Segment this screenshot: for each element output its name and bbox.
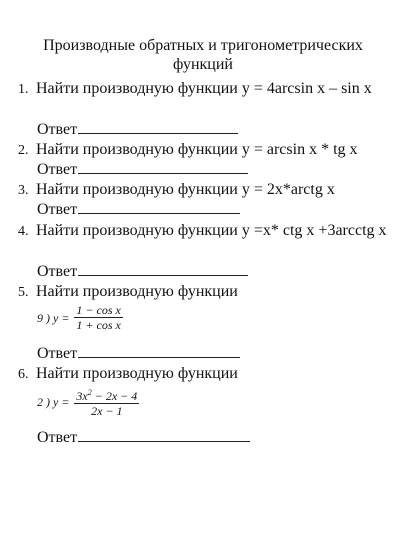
answer-blank: [78, 343, 240, 358]
task-1: [18, 79, 390, 99]
answer-blank: [78, 199, 240, 214]
answer-line-4: [37, 261, 248, 281]
formula-5: [37, 303, 123, 333]
answer-label: Ответ: [37, 263, 78, 280]
task-number: 1.: [18, 82, 29, 97]
fraction-denominator: 1 + cos x: [76, 318, 121, 332]
answer-label: Ответ: [37, 121, 78, 138]
page-title: Производные обратных и тригонометрических функций: [43, 37, 363, 73]
task-number: 2.: [18, 143, 29, 158]
answer-line-6: [37, 427, 250, 447]
fraction-numerator: [74, 386, 139, 404]
answer-label: Ответ: [37, 345, 78, 362]
answer-line-3: [37, 199, 240, 219]
answer-line-1: [37, 119, 238, 139]
task-4: [18, 221, 390, 241]
answer-blank: [78, 159, 248, 174]
fraction: [74, 303, 122, 333]
task-number: 3.: [18, 183, 29, 198]
answer-line-2: [37, 159, 248, 179]
fraction: [74, 386, 139, 419]
task-2: [18, 140, 390, 160]
answer-label: Ответ: [37, 429, 78, 446]
task-text: Найти производную функции: [36, 365, 238, 382]
task-text: Найти производную функции у = 2x*arctg x: [36, 181, 335, 198]
formula-lhs: 9 ) y =: [37, 310, 70, 325]
answer-blank: [78, 119, 238, 134]
task-text: Найти производную функции у =x* ctg x +3arcctg x: [36, 222, 387, 239]
answer-line-5: [37, 343, 240, 363]
task-text: Найти производную функции: [36, 283, 238, 300]
answer-blank: [78, 261, 248, 276]
task-text: Найти производную функции у = 4arcsin x – sin x: [36, 80, 372, 97]
task-number: 6.: [18, 367, 29, 382]
task-6: [18, 364, 390, 384]
exponent: 2: [87, 388, 92, 397]
fraction-numerator: 1 − cos x: [76, 303, 121, 317]
answer-label: Ответ: [37, 201, 78, 218]
answer-label: Ответ: [37, 161, 78, 178]
formula-lhs: 2 ) y =: [37, 395, 70, 409]
task-5: [18, 282, 390, 302]
task-number: 4.: [18, 224, 29, 239]
answer-blank: [78, 427, 250, 442]
task-3: [18, 180, 390, 200]
task-number: 5.: [18, 285, 29, 300]
task-text: Найти производную функции у = arcsin x * tg x: [36, 141, 358, 158]
numerator-term: 3x: [76, 389, 88, 403]
formula-6: [37, 386, 139, 419]
fraction-denominator: 2x − 1: [91, 404, 123, 418]
numerator-rest: − 2x − 4: [91, 389, 138, 403]
